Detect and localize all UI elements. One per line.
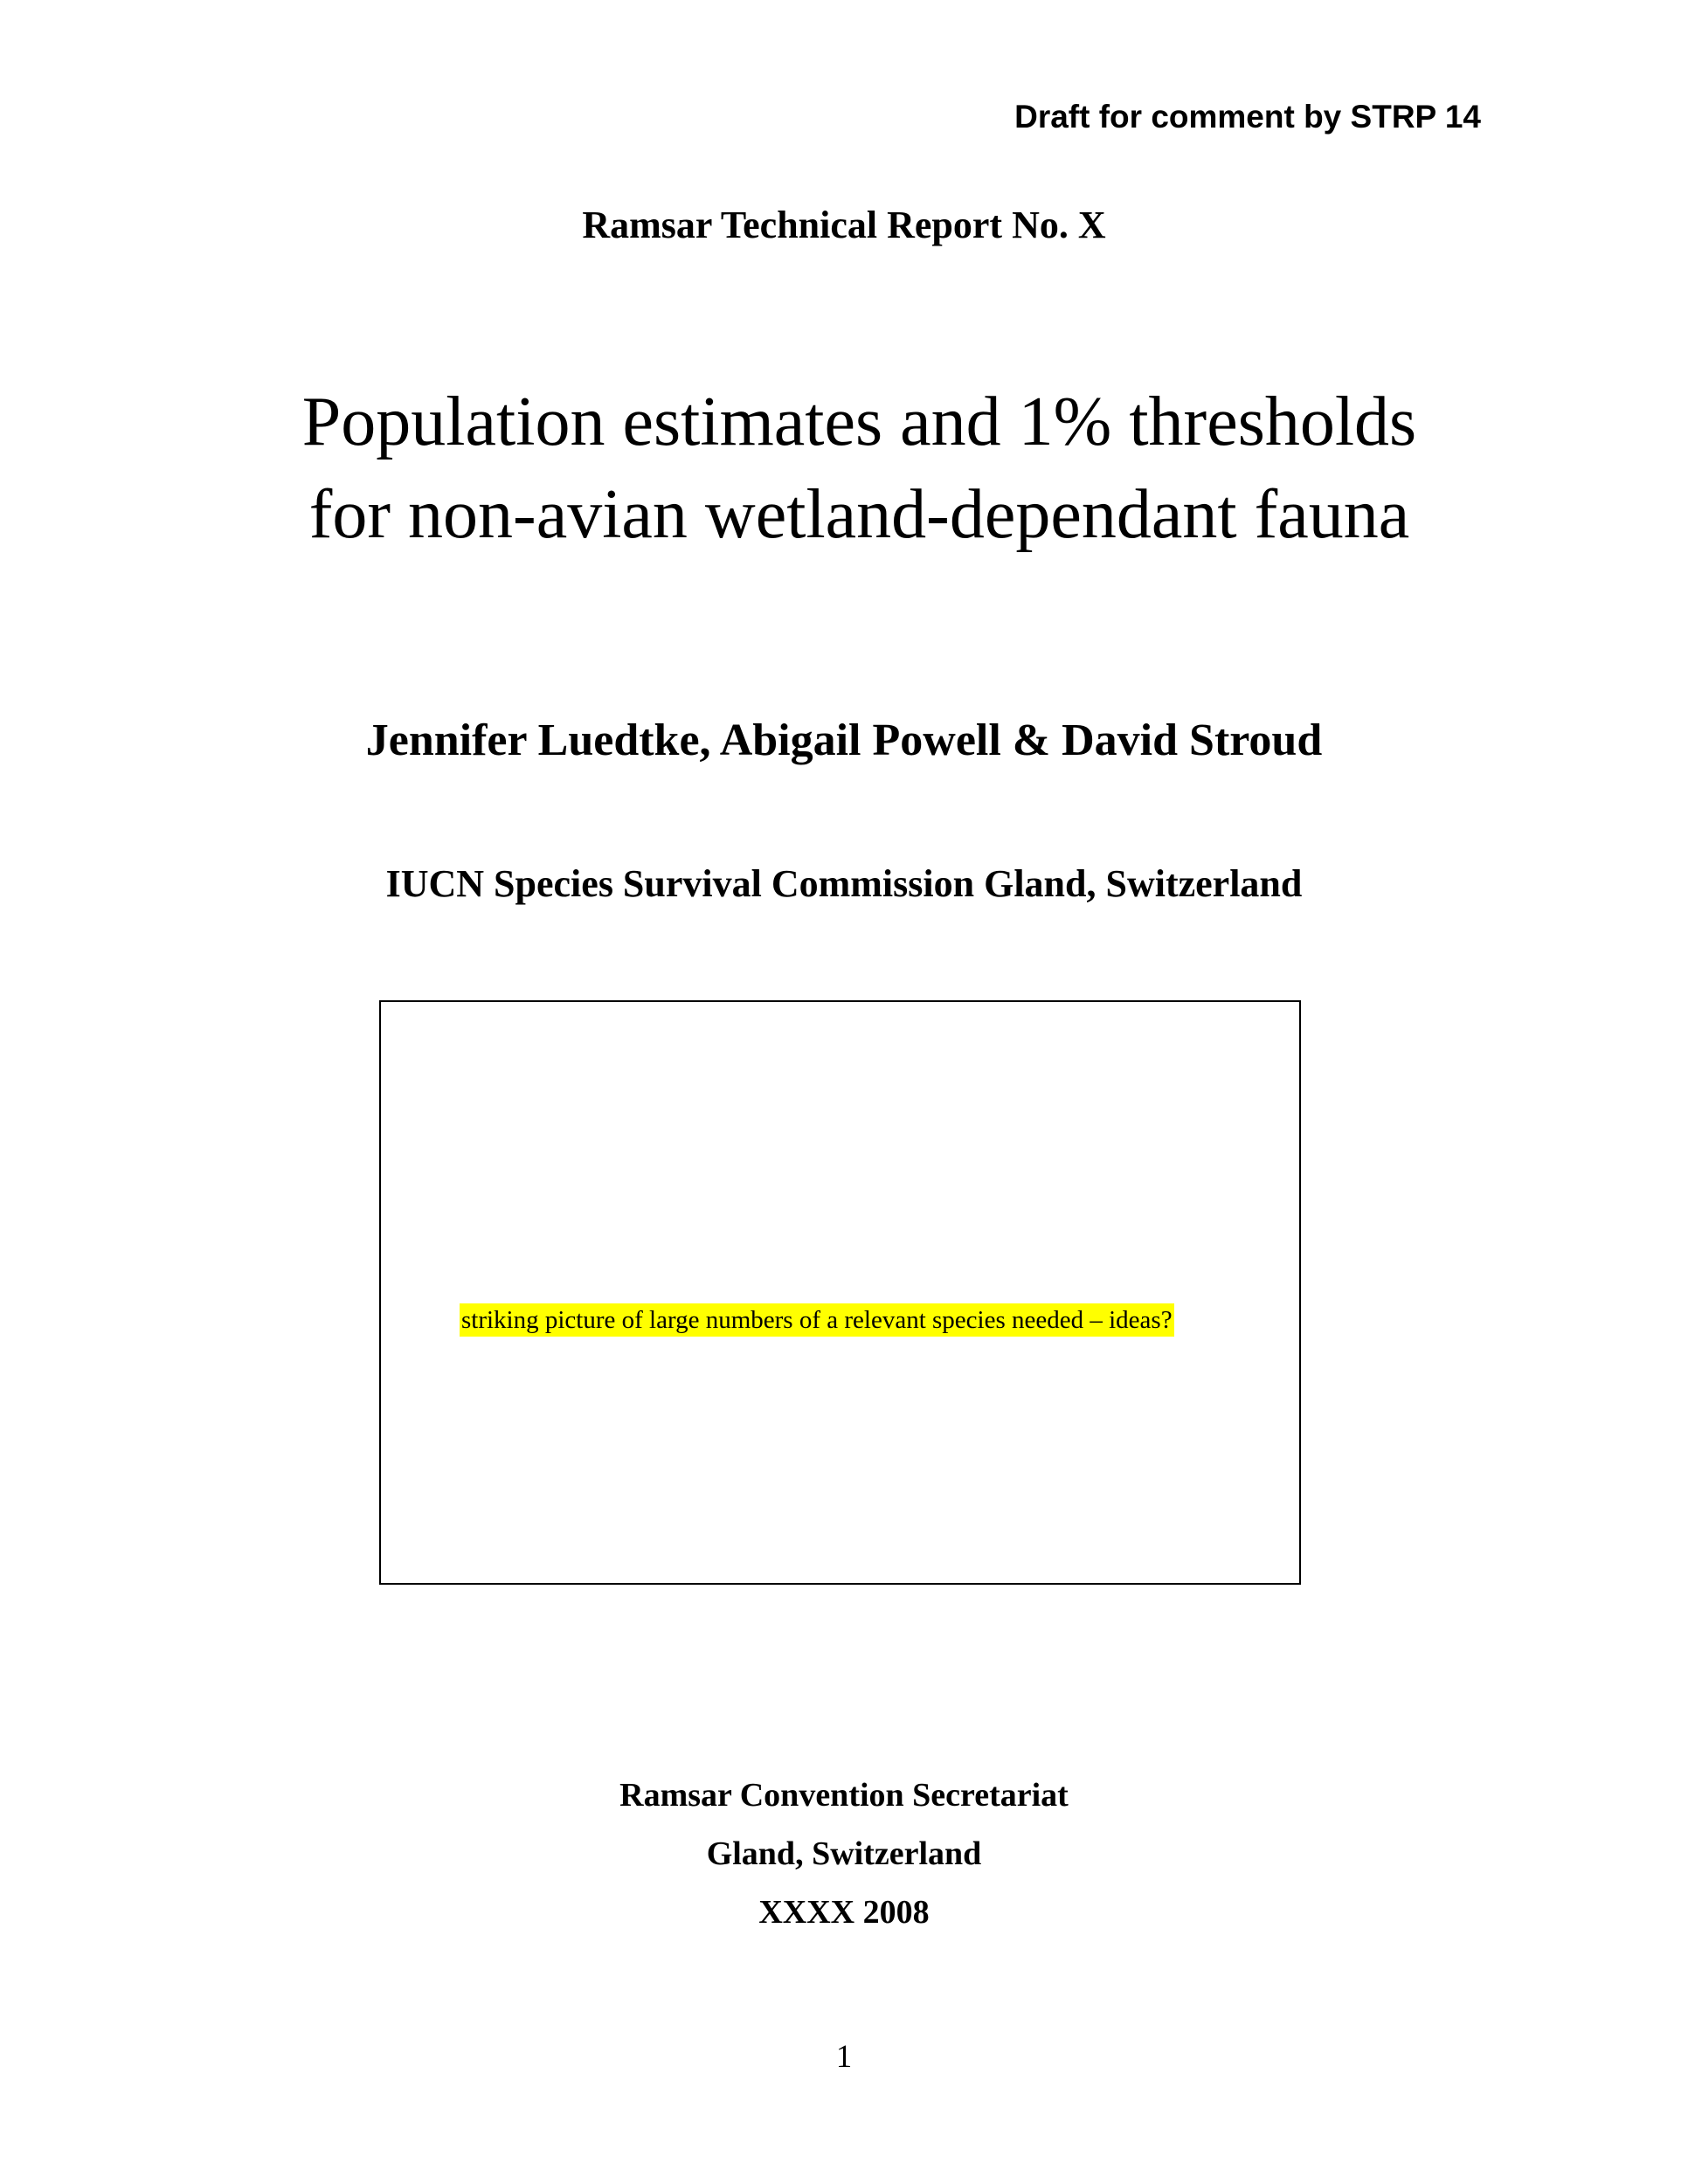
title-line-1: Population estimates and 1% thresholds: [301, 384, 1417, 460]
placeholder-highlight-note: striking picture of large numbers of a relevant species needed – ideas?: [460, 1303, 1174, 1337]
cover-image-placeholder: [379, 1000, 1301, 1585]
publisher: Ramsar Convention Secretariat: [619, 1777, 1069, 1814]
institution: IUCN Species Survival Commission Gland, Switzerland: [385, 862, 1303, 905]
publication-date: XXXX 2008: [758, 1894, 930, 1931]
authors: Jennifer Luedtke, Abigail Powell & David Stroud: [365, 715, 1323, 765]
report-number: Ramsar Technical Report No. X: [582, 204, 1106, 246]
draft-note: Draft for comment by STRP 14: [1014, 99, 1481, 135]
publisher-location: Gland, Switzerland: [706, 1835, 982, 1872]
page-number: 1: [835, 2039, 853, 2075]
title-line-2: for non-avian wetland-dependant fauna: [308, 476, 1410, 553]
document-title: [0, 376, 1688, 561]
